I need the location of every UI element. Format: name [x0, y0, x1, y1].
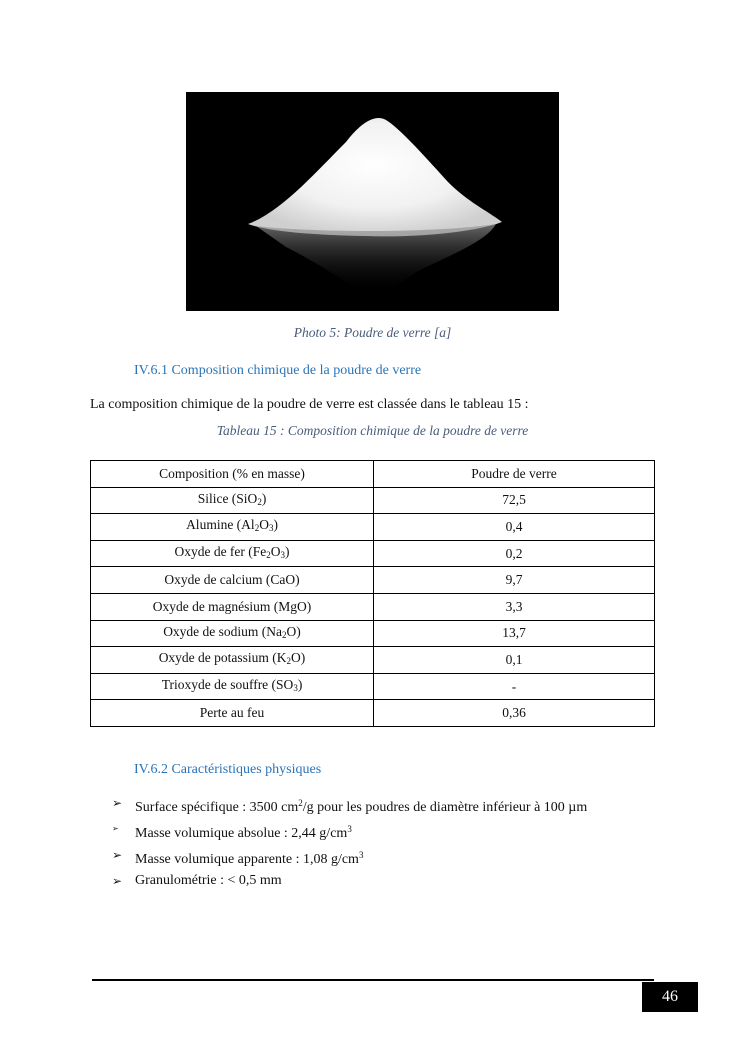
section-heading-physical: IV.6.2 Caractéristiques physiques — [134, 762, 322, 777]
table-caption: Tableau 15 : Composition chimique de la poudre de verre — [216, 423, 529, 438]
arrow-bullet-icon: ➢ — [112, 824, 119, 833]
subscript: 2 — [254, 523, 260, 534]
composition-text: ) — [285, 544, 290, 560]
composition-cell — [91, 700, 374, 727]
list-item-text — [135, 819, 352, 844]
powder-photo — [186, 92, 559, 311]
composition-cell — [91, 567, 374, 594]
composition-text: Silice (SiO — [197, 490, 258, 506]
value-cell: - — [374, 673, 655, 700]
list-item-text-part: Granulométrie : < 0,5 mm — [135, 873, 282, 888]
value-cell: 72,5 — [374, 487, 655, 514]
list-item-text-part: Masse volumique absolue : 2,44 g/cm — [135, 826, 348, 841]
composition-text: O) — [286, 623, 301, 639]
composition-text: Oxyde de calcium (CaO) — [164, 572, 300, 588]
table-row — [91, 620, 655, 647]
subscript: 3 — [268, 523, 274, 534]
table-row — [91, 700, 655, 727]
composition-cell — [91, 620, 374, 647]
column-header-glass-powder: Poudre de verre — [374, 461, 655, 488]
photo-caption: Photo 5: Poudre de verre [a] — [293, 325, 452, 340]
column-header-composition: Composition (% en masse) — [91, 461, 374, 488]
table-row — [91, 673, 655, 700]
value-cell: 0,36 — [374, 700, 655, 727]
value-cell: 0,1 — [374, 647, 655, 674]
composition-text: ) — [297, 677, 303, 693]
list-item-text — [135, 793, 587, 818]
composition-text: O) — [291, 650, 306, 666]
table-row — [91, 540, 655, 567]
composition-text: O — [270, 544, 281, 560]
value-cell: 0,2 — [374, 540, 655, 567]
table-header-row — [91, 461, 655, 488]
list-item — [112, 819, 587, 845]
value-cell: 3,3 — [374, 593, 655, 620]
section-heading-composition: IV.6.1 Composition chimique de la poudre de verre — [134, 363, 422, 378]
table-row — [91, 514, 655, 541]
arrow-bullet-icon: ➢ — [112, 848, 123, 862]
composition-text: Trioxyde de souffre (SO — [161, 677, 294, 693]
composition-cell — [91, 673, 374, 700]
composition-table — [90, 460, 655, 727]
superscript: 2 — [298, 798, 303, 808]
composition-text: Alumine (Al — [186, 517, 255, 533]
table-row — [91, 487, 655, 514]
subscript: 2 — [286, 656, 292, 667]
composition-text: Oxyde de potassium (K — [158, 650, 287, 666]
table-row — [91, 647, 655, 674]
value-cell: 9,7 — [374, 567, 655, 594]
subscript: 3 — [293, 683, 298, 694]
subscript: 3 — [280, 550, 286, 561]
composition-cell — [91, 514, 374, 541]
value-cell: 13,7 — [374, 620, 655, 647]
composition-text: Oxyde de sodium (Na — [163, 623, 283, 639]
list-item — [112, 845, 587, 871]
intro-paragraph: La composition chimique de la poudre de verre est classée dans le tableau 15 : — [90, 397, 529, 412]
list-item — [112, 793, 587, 819]
composition-text: Oxyde de magnésium (MgO) — [152, 598, 312, 614]
composition-text: ) — [273, 517, 278, 533]
composition-cell — [91, 647, 374, 674]
arrow-bullet-icon: ➢ — [112, 796, 123, 810]
list-item — [112, 871, 587, 897]
superscript: 3 — [347, 824, 352, 834]
table-row — [91, 567, 655, 594]
composition-cell — [91, 487, 374, 514]
value-cell: 0,4 — [374, 514, 655, 541]
list-item-text — [135, 871, 282, 891]
composition-text: Oxyde de fer (Fe — [174, 544, 267, 560]
subscript: 2 — [257, 496, 262, 507]
composition-text: O — [259, 517, 269, 533]
subscript: 2 — [282, 629, 287, 640]
list-item-text-part: /g pour les poudres de diamètre inférieur à 100 µm — [302, 800, 588, 815]
arrow-bullet-icon: ➢ — [112, 874, 123, 888]
bullet-list — [112, 793, 587, 897]
list-item-text-part: Masse volumique apparente : 1,08 g/cm — [135, 852, 359, 867]
superscript: 3 — [358, 850, 364, 860]
footer-rule — [92, 979, 654, 981]
page-number: 46 — [642, 982, 698, 1012]
composition-cell — [91, 593, 374, 620]
table-row — [91, 593, 655, 620]
composition-text: ) — [261, 490, 267, 506]
composition-cell — [91, 540, 374, 567]
list-item-text — [135, 845, 363, 870]
composition-text: Perte au feu — [199, 705, 265, 721]
list-item-text-part: Surface spécifique : 3500 cm — [135, 800, 299, 815]
subscript: 2 — [266, 550, 271, 561]
